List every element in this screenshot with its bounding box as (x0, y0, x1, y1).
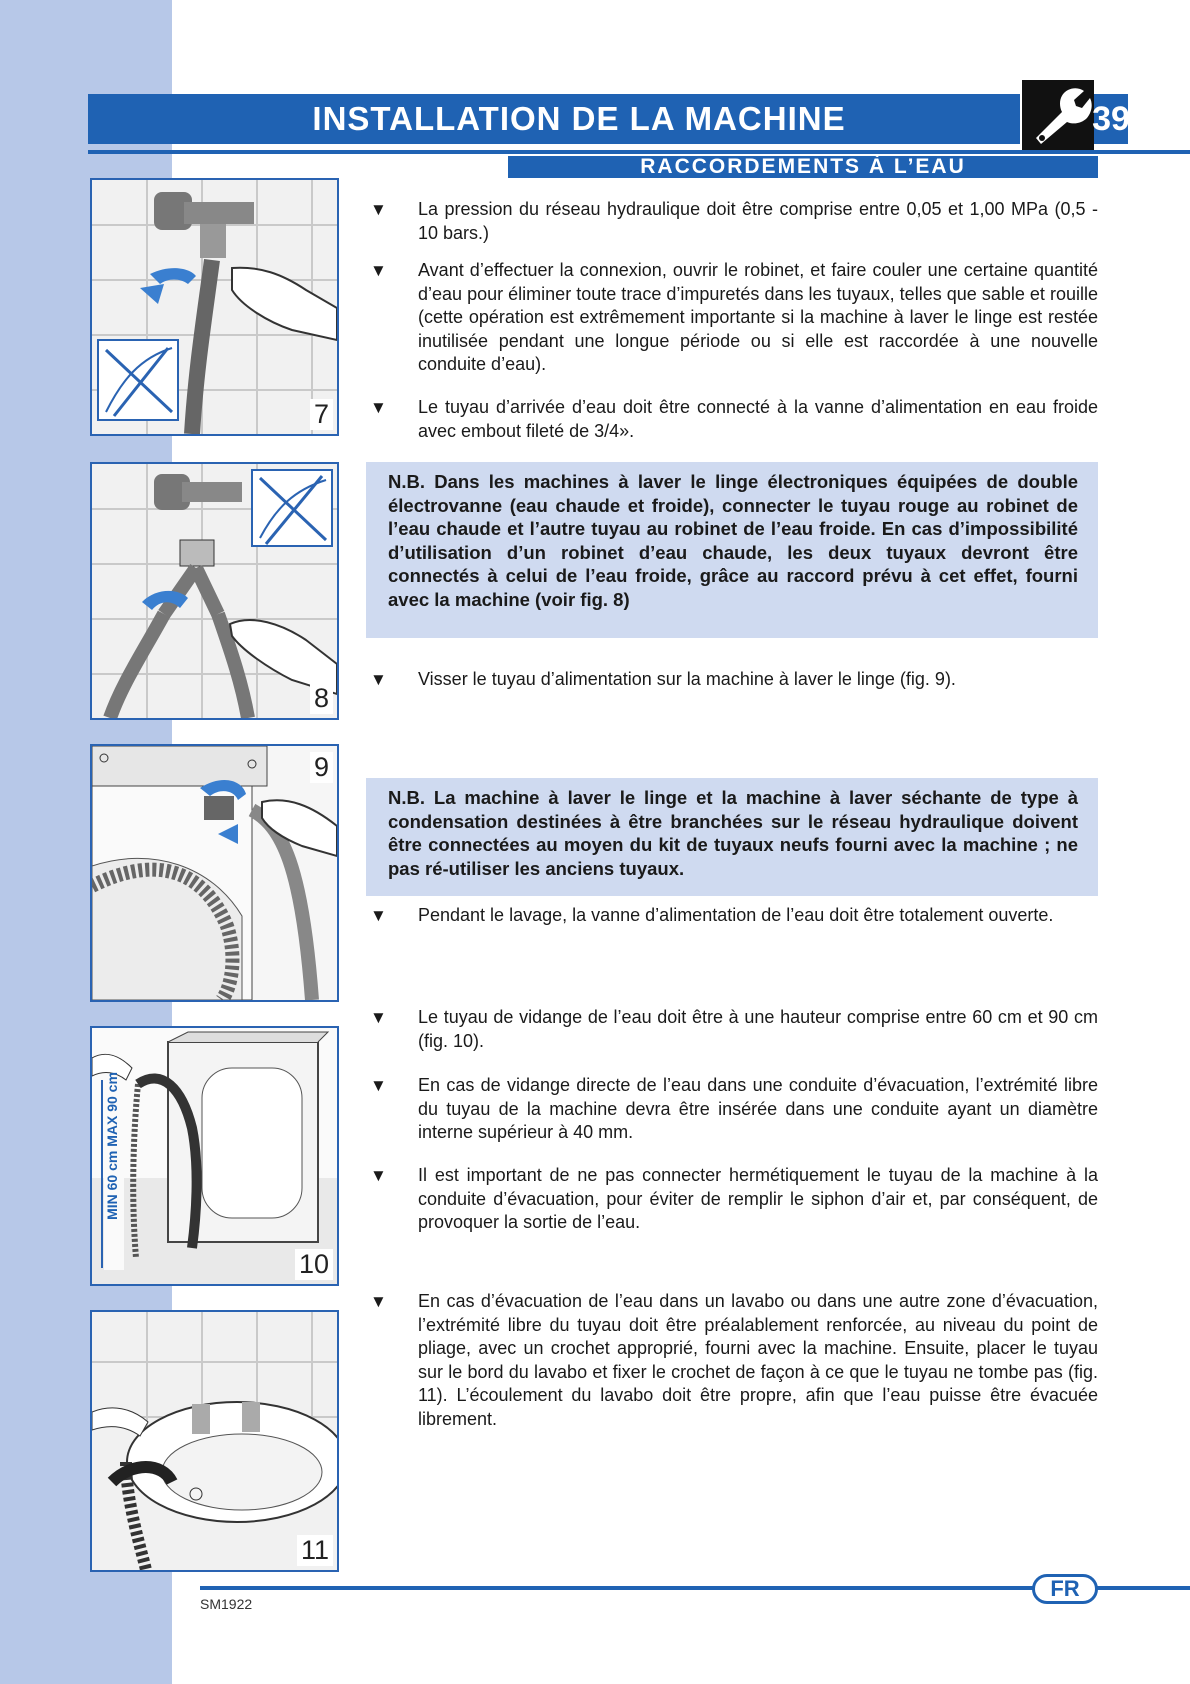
wrench-icon (1022, 80, 1094, 152)
figure-8 (90, 462, 339, 720)
bullet-text: Le tuyau de vidange de l’eau doit être à une hauteur comprise entre 60 cm et 90 cm (fig. 10). (418, 1007, 1098, 1051)
bullet-marker: ▼ (370, 200, 387, 219)
bullet-marker: ▼ (370, 261, 387, 280)
page-title-bar (88, 94, 1020, 144)
bullet-text: Avant d’effectuer la connexion, ouvrir le robinet, et faire couler une certaine quantité d’eau pour éliminer toute trace d’impuretés dans les tuyaux, telles que sable et rouille (cette opération est extrêmement importante si la machine à laver le linge est restée inutilisée pendant une longue période ou si elle est raccordée à une nouvelle conduite d’eau). (418, 260, 1098, 374)
bullet-text: En cas d’évacuation de l’eau dans un lavabo ou dans une autre zone d’évacuation, l’extrémité libre du tuyau doit être préalablement renforcée, au niveau du point de pliage, avec un crochet approprié, fourni avec la machine. Ensuite, placer le tuyau sur le bord du lavabo et fixer le crochet de façon à ce que le tuyau ne tombe pas (fig. 11). L’écoulement du lavabo doit être propre, afin que l’eau puisse être évacuée librement. (418, 1291, 1098, 1429)
page-number: 39 (1094, 94, 1128, 144)
figure-label: 9 (310, 752, 333, 783)
bullet-marker: ▼ (370, 906, 387, 925)
figure-label: 7 (310, 399, 333, 430)
bullet-text: La pression du réseau hydraulique doit être comprise entre 0,05 et 1,00 MPa (0,5 - 10 bars.) (418, 199, 1098, 243)
document-code: SM1922 (200, 1596, 253, 1612)
language-badge: FR (1032, 1574, 1098, 1604)
figure-label: 11 (297, 1535, 333, 1566)
bullet-text: Visser le tuyau d’alimentation sur la machine à laver le linge (fig. 9). (418, 669, 956, 689)
height-range-label: MIN 60 cm MAX 90 cm (104, 1072, 120, 1220)
page-title: INSTALLATION DE LA MACHINE (312, 100, 846, 137)
bullet-text: Pendant le lavage, la vanne d’alimentation de l’eau doit être totalement ouverte. (418, 905, 1054, 925)
bullet-marker: ▼ (370, 1008, 387, 1027)
note-box: N.B. La machine à laver le linge et la machine à laver séchante de type à condensation destinées à être branchées sur le réseau hydraulique doivent être connectées au moyen du kit de tuyaux neufs fourni avec la machine ; ne pas ré-utiliser les anciens tuyaux. (366, 778, 1098, 896)
bullet-text: Le tuyau d’arrivée d’eau doit être connecté à la vanne d’alimentation en eau froide avec embout fileté de 3/4». (418, 397, 1098, 441)
bullet-marker: ▼ (370, 670, 387, 689)
figure-10 (90, 1026, 339, 1286)
bullet-marker: ▼ (370, 1166, 387, 1185)
figure-9 (90, 744, 339, 1002)
note-box: N.B. Dans les machines à laver le linge électroniques équipées de double électrovanne (eau chaude et froide), connecter le tuyau rouge au robinet de l’eau chaude et l’autre tuyau au robinet de l’eau froide. En cas d’impossibilité d’utilisation d’un robinet d’eau chaude, les deux tuyaux devront être connectés à celui de l’eau froide, grâce au raccord prévu à cet effet, fourni avec la machine (voir fig. 8) (366, 462, 1098, 638)
figure-7 (90, 178, 339, 436)
figure-label: 8 (310, 683, 333, 714)
bullet-marker: ▼ (370, 1076, 387, 1095)
bullet-text: En cas de vidange directe de l’eau dans une conduite d’évacuation, l’extrémité libre du tuyau de la machine devra être insérée dans une conduite ayant un diamètre interne supérieur à 40 mm. (418, 1075, 1098, 1142)
bullet-marker: ▼ (370, 398, 387, 417)
header-rule (88, 150, 1190, 154)
section-subtitle: RACCORDEMENTS À L’EAU (508, 156, 1098, 178)
bullet-marker: ▼ (370, 1292, 387, 1311)
figure-11 (90, 1310, 339, 1572)
bullet-text: Il est important de ne pas connecter hermétiquement le tuyau de la machine à la conduite d’évacuation, pour éviter de remplir le siphon d’air et, par conséquent, de provoquer la sortie de l’eau. (418, 1165, 1098, 1232)
figure-label: 10 (295, 1249, 333, 1280)
